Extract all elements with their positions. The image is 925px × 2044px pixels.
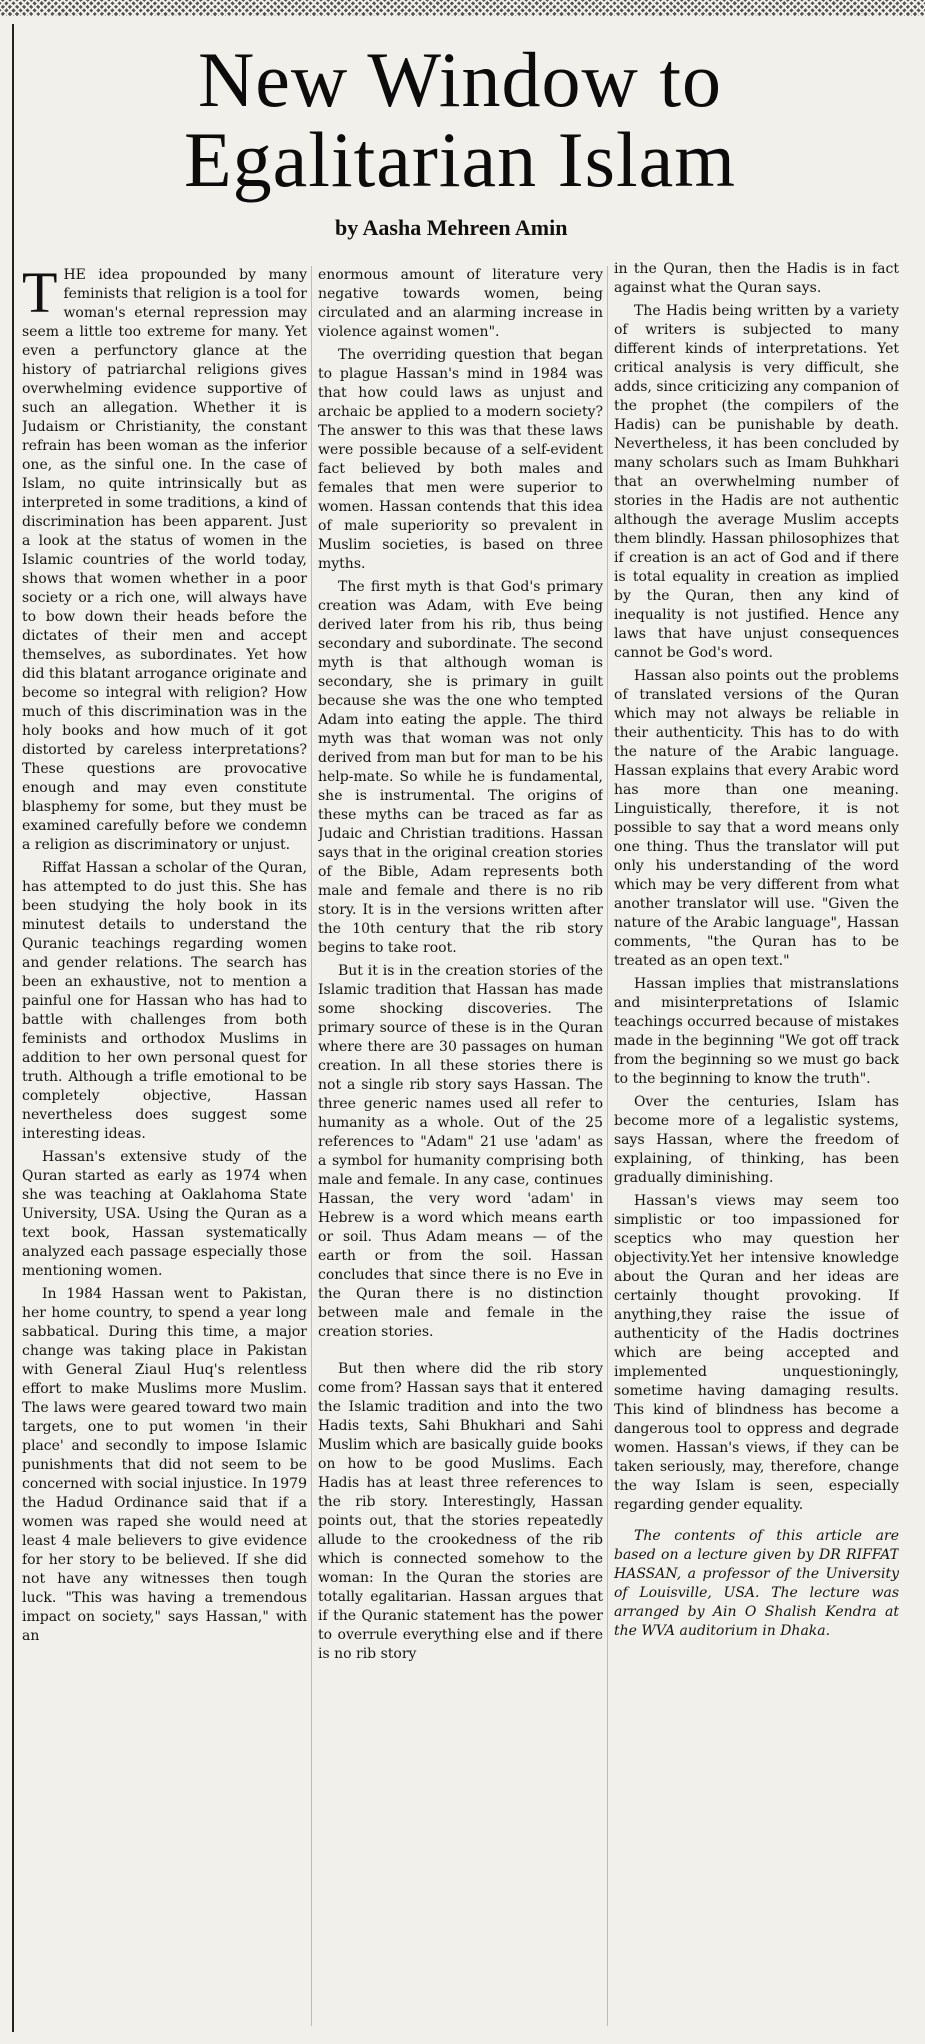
article-paragraph: in the Quran, then the Hadis is in fact against what the Quran says. xyxy=(614,261,899,296)
article-paragraph: Hassan's extensive study of the Quran started as early as 1974 when she was teaching at Oaklahoma State University, USA. Using the Quran as a text book, Hassan systematically analyzed each passage especially those mentioning women. xyxy=(22,1149,307,1279)
article-paragraph: Over the centuries, Islam has become more of a legalistic systems, says Hassan, where the freedom of explaining, of thinking, has been gradually diminishing. xyxy=(614,1094,899,1186)
article-paragraph: Riffat Hassan a scholar of the Quran, has attempted to do just this. She has been studying the holy book in its minutest details to understand the Quranic teachings regarding women and gender relations. The search has been an exhaustive, not to mention a painful one for Hassan who has had to battle with challenges from both feminists and orthodox Muslims in addition to her own personal quest for truth. Although a trifle emotional to be completely objective, Hassan nevertheless does suggest some interesting ideas. xyxy=(22,860,307,1142)
article-paragraph: Hassan's views may seem too simplistic or too impassioned for sceptics who may question her objectivity.Yet her intensive knowledge about the Quran and her ideas are certainly thought provoking. If anything,they raise the issue of authenticity of the Hadis doctrines which are being accepted and implemented unquestioningly, sometime having damaging results. This kind of blindness has become a dangerous tool to oppress and degrade women. Hassan's views, if they can be taken seriously, may, therefore, change the way Islam is seen, especially regarding gender equality. xyxy=(614,1193,899,1513)
top-halftone-rule xyxy=(0,0,925,16)
article-paragraph: enormous amount of literature very negative towards women, being circulated and an alarming increase in violence against women". xyxy=(318,267,603,340)
paragraph-gap xyxy=(318,1346,603,1360)
article-paragraph: In 1984 Hassan went to Pakistan, her home country, to spend a year long sabbatical. During this time, a major change was taking place in Pakistan with General Ziaul Huq's relentless effort to make Muslims more Muslim. The laws were geared toward two main targets, one to put women 'in their place' and secondly to impose Islamic punishments that did not seem to be concerned with social injustice. In 1979 the Hadud Ordinance said that if a women was raped she would need at least 4 male believers to give evidence for her story to be believed. If she did not have any witnesses then tough luck. "This was having a tremendous impact on society," says Hassan," with an xyxy=(22,1286,307,1644)
column-divider xyxy=(311,266,312,2026)
article-paragraph: The overriding question that began to plague Hassan's mind in 1984 was that how could laws as unjust and archaic be applied to a modern society? The answer to this was that these laws were possible because of a self-evident fact believed by both males and females that men were superior to women. Hassan contends that this idea of male superiority so prevalent in Muslim societies, is based on three myths. xyxy=(318,347,603,572)
headline: New Window to Egalitarian Islam xyxy=(184,36,736,203)
article-paragraph: The Hadis being written by a variety of writers is subjected to many different kinds of interpretations. Yet critical analysis is very difficult, she adds, since criticizing any companion of the prophet (the compilers of the Hadis) can be punishable by death. Nevertheless, it has been concluded by many scholars such as Imam Buhkhari that an overwhelming number of stories in the Hadis are not authentic although the average Muslim accepts them blindly. Hassan philosophizes that if creation is an act of God and if there is total equality in creation as implied by the Quran, then any kind of inequality is not justified. Hence any laws that have unjust consequences cannot be God's word. xyxy=(614,303,899,661)
article-column-3 xyxy=(614,260,899,2026)
article-paragraph: Hassan also points out the problems of translated versions of the Quran which may not always be reliable in their authenticity. This has to do with the nature of the Arabic language. Hassan explains that every Arabic word has more than one meaning. Linguistically, therefore, it is not possible to say that a word means only one thing. Thus the translator will put only his understanding of the word which may be very different from what another translator will use. "Given the nature of the Arabic language", Hassan comments, "the Quran has to be treated as an open text." xyxy=(614,668,899,969)
article-column-2 xyxy=(318,266,603,2032)
column-divider xyxy=(607,266,608,2026)
left-border-rule xyxy=(12,24,14,2032)
article-paragraph: THE idea propounded by many feminists that religion is a tool for woman's eternal repression may seem a little too extreme for many. Yet even a perfunctory glance at the history of patriarchal religions gives overwhelming evidence supportive of such an allegation. Whether it is Judaism or Christianity, the constant refrain has been woman as the inferior one, as the sinful one. In the case of Islam, no quite intrinsically but as interpreted in some traditions, a kind of discrimination has been apparent. Just a look at the status of women in the Islamic countries of the world today, shows that women whether in a poor society or a rich one, will always have to bow down their heads before the dictates of their men and accept themselves, as subordinates. Yet how did this blatant arrogance originate and become so integral with religion? How much of this discrimination was in the holy books and how much of it got distorted by careless interpretations? These questions are provocative enough and may even constitute blasphemy for some, but they must be examined carefully before we condemn a religion as discriminatory or unjust. xyxy=(22,266,307,853)
drop-cap: T xyxy=(22,266,58,325)
article-column-1 xyxy=(22,266,307,2032)
article-paragraph: But it is in the creation stories of the Islamic tradition that Hassan has made some shocking discoveries. The primary source of these is in the Quran where there are 30 passages on human creation. In all these stories there is not a single rib story says Hassan. The three generic names used all refer to humanity as a whole. Out of the 25 references to "Adam" 21 use 'adam' as a symbol for humanity comprising both male and female. In any case, continues Hassan, the very word 'adam' in Hebrew is a word which means earth or soil. Thus Adam means — of the earth or from the soil. Hassan concludes that since there is no Eve in the Quran there is no distinction between male and female in the creation stories. xyxy=(318,963,603,1340)
byline: by Aasha Mehreen Amin xyxy=(335,215,568,240)
article-credit-note: The contents of this article are based on a lecture given by DR RIFFAT HASSAN, a professor of the University of Louisville, USA. The lecture was arranged by Ain O Shalish Kendra at the WVA auditorium in Dhaka. xyxy=(614,1528,899,1639)
article-paragraph: But then where did the rib story come from? Hassan says that it entered the Islamic tradition and into the two Hadis texts, Sahi Bhukhari and Sahi Muslim which are basically guide books on how to be good Muslims. Each Hadis has at least three references to the rib story. Interestingly, Hassan points out, that the stories repeatedly allude to the crookedness of the rib which is connected somehow to the woman: In the Quran the stories are totally egalitarian. Hassan argues that if the Quranic statement has the power to overrule everything else and if there is no rib story xyxy=(318,1361,603,1662)
article-paragraph: The first myth is that God's primary creation was Adam, with Eve being derived later from his rib, thus being secondary and subordinate. The second myth is that although woman is secondary, she is primary in guilt because she was the one who tempted Adam into eating the apple. The third myth was that woman was not only derived from man but for man to be his help-mate. So while he is fundamental, she is instrumental. The origins of these myths can be traced as far as Judaic and Christian traditions. Hassan says that in the original creation stories of the Bible, Adam represents both male and female and there is no rib story. It is in the versions written after the 10th century that the rib story begins to take root. xyxy=(318,579,603,956)
article-paragraph: Hassan implies that mistranslations and misinterpretations of Islamic teachings occurred because of mistakes made in the beginning "We got off track from the beginning so we must go back to the beginning to know the truth". xyxy=(614,976,899,1087)
